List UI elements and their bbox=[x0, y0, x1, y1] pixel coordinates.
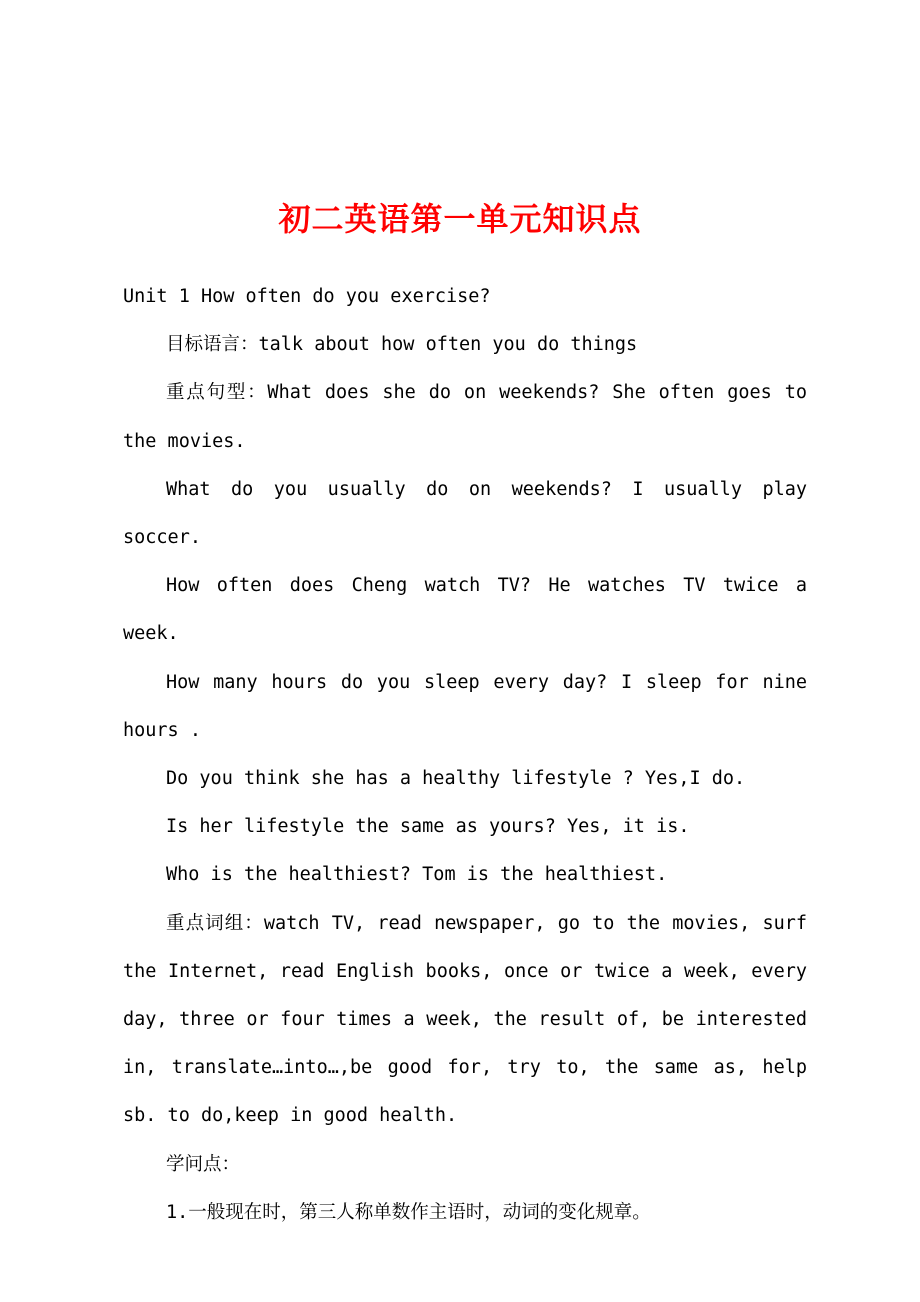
paragraph-unit-heading: Unit 1 How often do you exercise? bbox=[123, 286, 491, 307]
paragraph-knowledge-point-1: 1.一般现在时，第三人称单数作主语时，动词的变化规章。 bbox=[166, 1201, 651, 1223]
paragraph-key-sentences: 重点句型：What does she do on weekends? She often goes to the movies. bbox=[123, 382, 807, 452]
paragraph-sentence: Who is the healthiest? Tom is the healthiest. bbox=[166, 864, 668, 886]
paragraph-sentence: Do you think she has a healthy lifestyle ? Yes,I do. bbox=[166, 768, 746, 790]
paragraph-knowledge-points-heading: 学问点： bbox=[166, 1153, 241, 1175]
paragraph-sentence: How often does Cheng watch TV? He watches TV twice a week. bbox=[123, 575, 807, 645]
paragraph-sentence: Is her lifestyle the same as yours? Yes, it is. bbox=[166, 816, 690, 838]
paragraph-sentence: What do you usually do on weekends? I usually play soccer. bbox=[123, 478, 807, 549]
paragraph-target-language: 目标语言：talk about how often you do things bbox=[166, 334, 638, 356]
paragraph-sentence: How many hours do you sleep every day? I sleep for nine hours . bbox=[123, 671, 807, 741]
document-body bbox=[123, 273, 807, 1237]
paragraph-key-phrases: 重点词组：watch TV, read newspaper, go to the movies, surf the Internet, read English books, once or twice a week, every day, three or four times a week, the result of, be interested in, translate…into…,be good for, try to, the same as, help sb. to do,keep in good health. bbox=[123, 912, 807, 1127]
document-title: 初二英语第一单元知识点 bbox=[278, 200, 642, 238]
